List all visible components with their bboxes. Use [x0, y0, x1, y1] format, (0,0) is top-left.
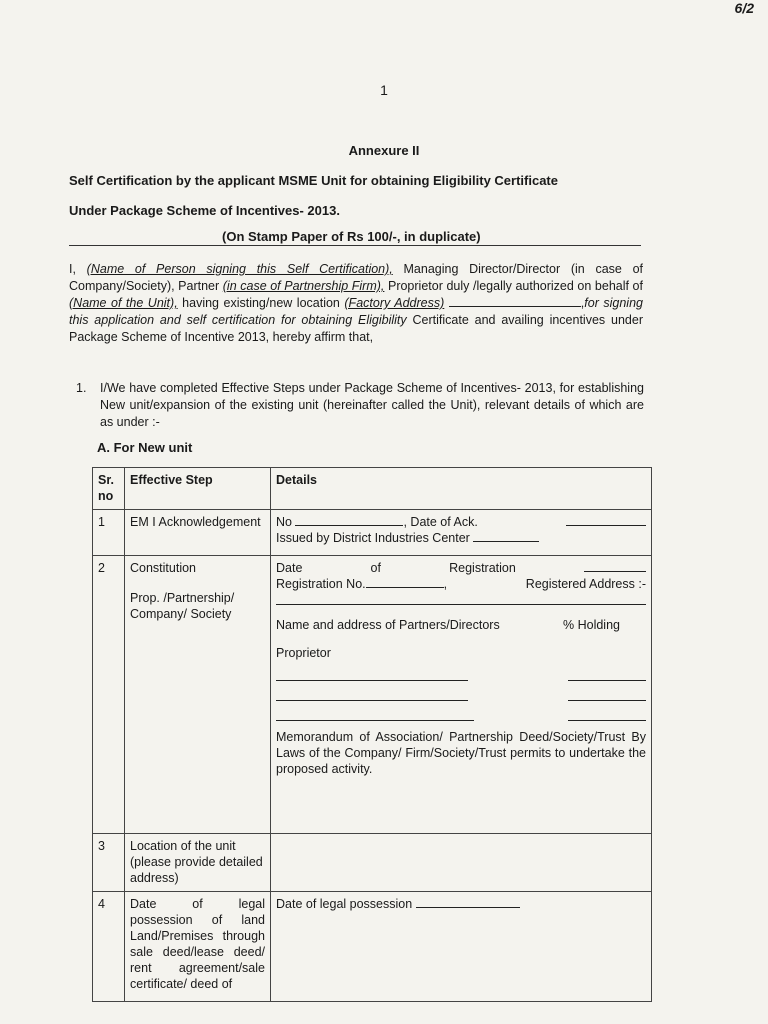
section-new-unit: A. For New unit: [97, 440, 193, 455]
corner-mark: 6/2: [734, 0, 754, 16]
table-row: 3 Location of the unit (please provide detailed address): [93, 834, 652, 892]
stamp-note: (On Stamp Paper of Rs 100/-, in duplicate): [222, 229, 481, 244]
header-details: Details: [271, 468, 652, 510]
divider: [69, 245, 641, 246]
partnership-field: (in case of Partnership Firm),: [222, 279, 385, 293]
heading-title: Self Certification by the applicant MSME Unit for obtaining Eligibility Certificate: [69, 173, 558, 188]
factory-address-field: (Factory Address): [344, 296, 445, 310]
table-header-row: [93, 468, 652, 510]
table-row: 1 EM I Acknowledgement No , Date of Ack. Issued by District Industries Center: [93, 510, 652, 556]
em-number-field[interactable]: [295, 514, 403, 526]
location-field[interactable]: [271, 834, 652, 892]
possession-date-field[interactable]: [416, 896, 520, 908]
registration-no-field[interactable]: [366, 576, 444, 588]
name-of-person-field: (Name of Person signing this Self Certification),: [86, 262, 393, 276]
page-number: 1: [380, 82, 388, 98]
registered-address-field[interactable]: [276, 596, 646, 605]
list-item-1: 1. I/We have completed Effective Steps under Package Scheme of Incentives- 2013, for establishing New unit/expansion of the existing unit (hereinafter called the Unit), relevant details of which are as under :-: [76, 381, 644, 429]
partner-entry-3[interactable]: [276, 719, 646, 721]
address-blank: [449, 295, 581, 307]
header-sr-no: Sr. no: [93, 468, 125, 510]
partner-entry-2[interactable]: [276, 699, 646, 701]
affirmation-paragraph: I, (Name of Person signing this Self Certification), Managing Director/Director (in case of Company/Society), Partner (in case of Partnership Firm), Proprietor duly /legally authorized on behalf of (Name of the Unit), having existing/new location (Factory Address) ,for signing this application and self certification for obtaining Eligibility Certificate and availing incentives under Package Scheme of Incentive 2013, hereby affirm that,: [69, 262, 643, 344]
ack-date-field[interactable]: [566, 514, 646, 526]
effective-steps-table: [92, 467, 652, 1002]
table-row: 4 Date of legal possession of land Land/Premises through sale deed/lease deed/ rent agreement/sale certificate/ deed of Date of legal possession: [93, 892, 652, 1002]
annexure-title: Annexure II: [348, 143, 420, 158]
header-effective-step: Effective Step: [125, 468, 271, 510]
partner-entry-1[interactable]: [276, 679, 646, 681]
registration-date-field[interactable]: [584, 560, 646, 572]
heading-scheme: Under Package Scheme of Incentives- 2013.: [69, 203, 340, 218]
name-of-unit-field: (Name of the Unit),: [69, 296, 178, 310]
table-row: 2 Constitution Prop. /Partnership/ Company/ Society Date of Registration Registration No. , Registered Address :- Name and address of Partners/Directors % Holding Proprietor Memorandum of Association/ Partnership Deed/Society/Trust By Laws of the Company/ Firm/Society/Trust permits to undertake the proposed activity.: [93, 556, 652, 834]
dic-field[interactable]: [473, 530, 539, 542]
